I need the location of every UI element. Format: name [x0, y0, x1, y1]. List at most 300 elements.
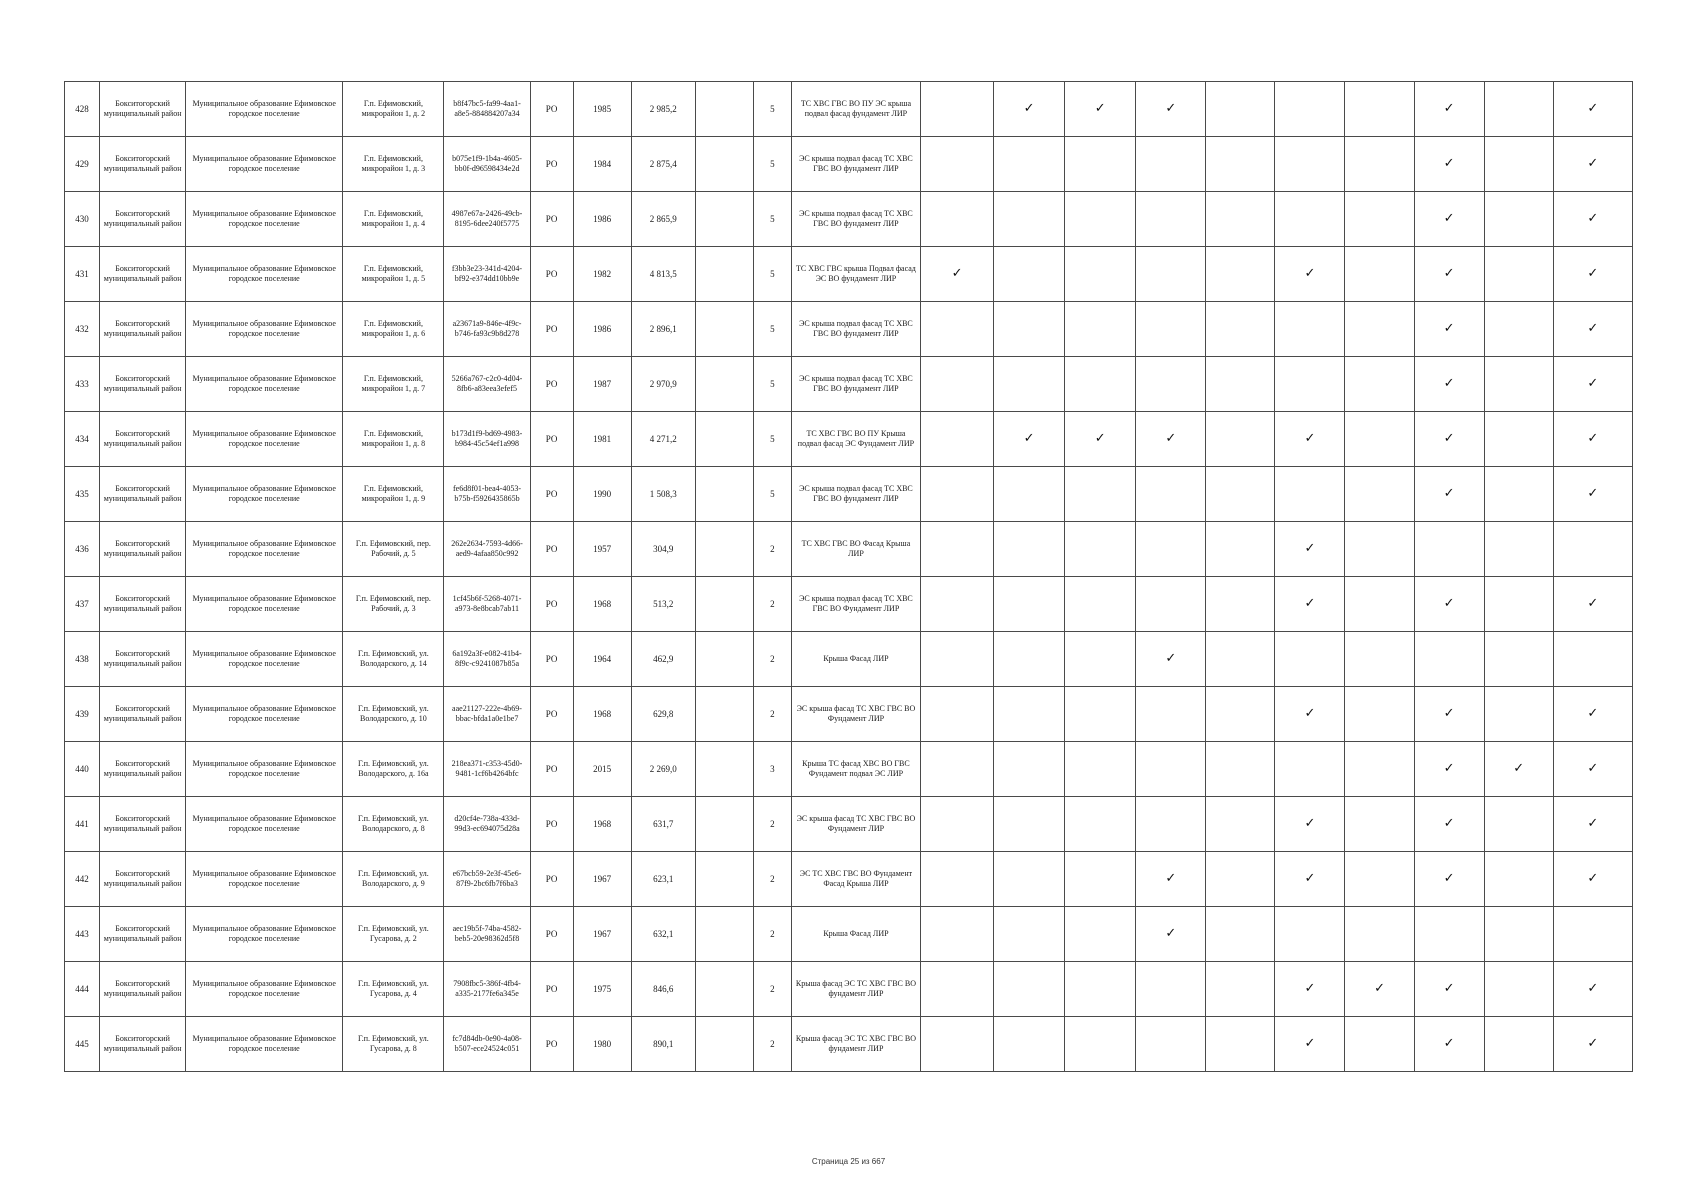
building-guid-cell: b173d1f9-bd69-4983-b984-45c54ef1a998 — [444, 412, 530, 467]
checkmark-icon: ✓ — [1304, 1036, 1316, 1051]
work-check-cell-3 — [1065, 1017, 1136, 1072]
area-cell: 2 970,9 — [631, 357, 695, 412]
build-year-cell: 1968 — [573, 797, 631, 852]
work-check-cell-7 — [1345, 82, 1414, 137]
empty-cell — [695, 907, 753, 962]
works-list-cell: ТС ХВС ГВС крыша Подвал фасад ЭС ВО фундамент ЛИР — [791, 247, 920, 302]
municipality-cell: Муниципальное образование Ефимовское городское поселение — [186, 742, 343, 797]
district-cell: Бокситогорский муниципальный район — [100, 137, 186, 192]
work-check-cell-5 — [1206, 137, 1275, 192]
fund-form-cell: РО — [530, 577, 573, 632]
work-check-cell-7 — [1345, 742, 1414, 797]
work-check-cell-9 — [1484, 1017, 1553, 1072]
work-check-cell-5 — [1206, 797, 1275, 852]
row-number-cell: 438 — [65, 632, 100, 687]
building-guid-cell: aae21127-222e-4b69-bbac-bfda1a0e1be7 — [444, 687, 530, 742]
work-check-cell-2 — [994, 137, 1065, 192]
checkmark-icon: ✓ — [1587, 211, 1599, 226]
table-row — [65, 797, 1633, 852]
work-check-cell-5 — [1206, 192, 1275, 247]
municipality-cell: Муниципальное образование Ефимовское городское поселение — [186, 962, 343, 1017]
checkmark-icon: ✓ — [1304, 596, 1316, 611]
table-row — [65, 1017, 1633, 1072]
fund-form-cell: РО — [530, 302, 573, 357]
checkmark-icon: ✓ — [1587, 431, 1599, 446]
table-row — [65, 412, 1633, 467]
area-cell: 632,1 — [631, 907, 695, 962]
work-check-cell-3 — [1065, 137, 1136, 192]
work-check-cell-10 — [1553, 962, 1632, 1017]
works-list-cell: ТС ХВС ГВС ВО Фасад Крыша ЛИР — [791, 522, 920, 577]
work-check-cell-7 — [1345, 687, 1414, 742]
checkmark-icon: ✓ — [1374, 981, 1385, 996]
fund-form-cell: РО — [530, 137, 573, 192]
work-check-cell-2 — [994, 522, 1065, 577]
checkmark-icon: ✓ — [1443, 156, 1455, 171]
work-check-cell-10 — [1553, 522, 1632, 577]
checkmark-icon: ✓ — [1443, 981, 1455, 996]
floors-cell: 2 — [753, 907, 791, 962]
work-check-cell-7 — [1345, 577, 1414, 632]
floors-cell: 2 — [753, 797, 791, 852]
address-cell: Г.п. Ефимовский, ул. Гусарова, д. 2 — [343, 907, 444, 962]
district-cell: Бокситогорский муниципальный район — [100, 962, 186, 1017]
checkmark-icon: ✓ — [1165, 871, 1177, 886]
empty-cell — [695, 412, 753, 467]
area-cell: 890,1 — [631, 1017, 695, 1072]
work-check-cell-3 — [1065, 192, 1136, 247]
work-check-cell-2 — [994, 687, 1065, 742]
row-number-cell: 439 — [65, 687, 100, 742]
work-check-cell-1 — [921, 632, 994, 687]
build-year-cell: 1987 — [573, 357, 631, 412]
fund-form-cell: РО — [530, 522, 573, 577]
empty-cell — [695, 192, 753, 247]
work-check-cell-6 — [1275, 907, 1345, 962]
floors-cell: 5 — [753, 192, 791, 247]
work-check-cell-3 — [1065, 302, 1136, 357]
works-list-cell: Крыша фасад ЭС ТС ХВС ГВС ВО фундамент ЛИР — [791, 962, 920, 1017]
work-check-cell-4 — [1136, 467, 1206, 522]
district-cell: Бокситогорский муниципальный район — [100, 302, 186, 357]
district-cell: Бокситогорский муниципальный район — [100, 357, 186, 412]
checkmark-icon: ✓ — [1304, 816, 1316, 831]
work-check-cell-1 — [921, 137, 994, 192]
fund-form-cell: РО — [530, 632, 573, 687]
work-check-cell-10 — [1553, 1017, 1632, 1072]
work-check-cell-8 — [1414, 302, 1484, 357]
work-check-cell-1 — [921, 687, 994, 742]
build-year-cell: 1980 — [573, 1017, 631, 1072]
work-check-cell-3 — [1065, 742, 1136, 797]
work-check-cell-4 — [1136, 797, 1206, 852]
area-cell: 2 865,9 — [631, 192, 695, 247]
building-guid-cell: 4987e67a-2426-49cb-8195-6dee240f5775 — [444, 192, 530, 247]
work-check-cell-9 — [1484, 577, 1553, 632]
checkmark-icon: ✓ — [1443, 596, 1455, 611]
table-row — [65, 632, 1633, 687]
building-guid-cell: f3bb3e23-341d-4204-bf92-e374dd10bb9e — [444, 247, 530, 302]
fund-form-cell: РО — [530, 192, 573, 247]
work-check-cell-10 — [1553, 852, 1632, 907]
floors-cell: 2 — [753, 577, 791, 632]
building-guid-cell: 218ea371-c353-45d0-9481-1cf6b4264bfc — [444, 742, 530, 797]
work-check-cell-8 — [1414, 687, 1484, 742]
works-list-cell: ЭС крыша подвал фасад ТС ХВС ГВС ВО фундамент ЛИР — [791, 357, 920, 412]
empty-cell — [695, 467, 753, 522]
work-check-cell-6 — [1275, 742, 1345, 797]
works-list-cell: Крыша Фасад ЛИР — [791, 907, 920, 962]
address-cell: Г.п. Ефимовский, микрорайон 1, д. 7 — [343, 357, 444, 412]
work-check-cell-3 — [1065, 412, 1136, 467]
works-list-cell: ЭС крыша фасад ТС ХВС ГВС ВО Фундамент ЛИР — [791, 687, 920, 742]
address-cell: Г.п. Ефимовский, микрорайон 1, д. 9 — [343, 467, 444, 522]
fund-form-cell: РО — [530, 852, 573, 907]
works-list-cell: ЭС крыша подвал фасад ТС ХВС ГВС ВО фундамент ЛИР — [791, 137, 920, 192]
work-check-cell-10 — [1553, 632, 1632, 687]
building-guid-cell: 262e2634-7593-4d66-aed9-4afaa850c992 — [444, 522, 530, 577]
municipality-cell: Муниципальное образование Ефимовское городское поселение — [186, 522, 343, 577]
works-list-cell: ЭС крыша подвал фасад ТС ХВС ГВС ВО фундамент ЛИР — [791, 302, 920, 357]
checkmark-icon: ✓ — [1023, 431, 1035, 446]
work-check-cell-9 — [1484, 632, 1553, 687]
work-check-cell-5 — [1206, 467, 1275, 522]
municipality-cell: Муниципальное образование Ефимовское городское поселение — [186, 247, 343, 302]
checkmark-icon: ✓ — [1587, 1036, 1599, 1051]
work-check-cell-1 — [921, 82, 994, 137]
fund-form-cell: РО — [530, 797, 573, 852]
empty-cell — [695, 137, 753, 192]
row-number-cell: 433 — [65, 357, 100, 412]
housing-register-table — [64, 81, 1633, 1072]
area-cell: 2 896,1 — [631, 302, 695, 357]
checkmark-icon: ✓ — [1587, 981, 1599, 996]
build-year-cell: 1990 — [573, 467, 631, 522]
empty-cell — [695, 82, 753, 137]
floors-cell: 2 — [753, 1017, 791, 1072]
checkmark-icon: ✓ — [1513, 761, 1525, 776]
row-number-cell: 436 — [65, 522, 100, 577]
checkmark-icon: ✓ — [1443, 101, 1455, 116]
work-check-cell-6 — [1275, 687, 1345, 742]
work-check-cell-4 — [1136, 412, 1206, 467]
build-year-cell: 1982 — [573, 247, 631, 302]
district-cell: Бокситогорский муниципальный район — [100, 82, 186, 137]
work-check-cell-4 — [1136, 687, 1206, 742]
work-check-cell-8 — [1414, 962, 1484, 1017]
work-check-cell-9 — [1484, 742, 1553, 797]
checkmark-icon: ✓ — [1165, 431, 1177, 446]
address-cell: Г.п. Ефимовский, микрорайон 1, д. 6 — [343, 302, 444, 357]
floors-cell: 2 — [753, 852, 791, 907]
work-check-cell-1 — [921, 522, 994, 577]
work-check-cell-2 — [994, 797, 1065, 852]
work-check-cell-4 — [1136, 1017, 1206, 1072]
area-cell: 304,9 — [631, 522, 695, 577]
work-check-cell-1 — [921, 467, 994, 522]
district-cell: Бокситогорский муниципальный район — [100, 852, 186, 907]
work-check-cell-4 — [1136, 192, 1206, 247]
row-number-cell: 435 — [65, 467, 100, 522]
work-check-cell-3 — [1065, 357, 1136, 412]
district-cell: Бокситогорский муниципальный район — [100, 192, 186, 247]
building-guid-cell: a23671a9-846e-4f9c-b746-fa93c9b8d278 — [444, 302, 530, 357]
row-number-cell: 434 — [65, 412, 100, 467]
build-year-cell: 1957 — [573, 522, 631, 577]
fund-form-cell: РО — [530, 962, 573, 1017]
work-check-cell-6 — [1275, 522, 1345, 577]
work-check-cell-7 — [1345, 797, 1414, 852]
municipality-cell: Муниципальное образование Ефимовское городское поселение — [186, 137, 343, 192]
build-year-cell: 1964 — [573, 632, 631, 687]
work-check-cell-7 — [1345, 467, 1414, 522]
work-check-cell-10 — [1553, 302, 1632, 357]
work-check-cell-8 — [1414, 522, 1484, 577]
work-check-cell-5 — [1206, 412, 1275, 467]
work-check-cell-2 — [994, 852, 1065, 907]
work-check-cell-7 — [1345, 632, 1414, 687]
address-cell: Г.п. Ефимовский, пер. Рабочий, д. 3 — [343, 577, 444, 632]
work-check-cell-2 — [994, 412, 1065, 467]
work-check-cell-10 — [1553, 412, 1632, 467]
checkmark-icon: ✓ — [1587, 376, 1599, 391]
work-check-cell-10 — [1553, 357, 1632, 412]
checkmark-icon: ✓ — [1587, 816, 1599, 831]
work-check-cell-9 — [1484, 687, 1553, 742]
work-check-cell-8 — [1414, 742, 1484, 797]
checkmark-icon: ✓ — [1587, 871, 1599, 886]
address-cell: Г.п. Ефимовский, микрорайон 1, д. 8 — [343, 412, 444, 467]
row-number-cell: 444 — [65, 962, 100, 1017]
build-year-cell: 2015 — [573, 742, 631, 797]
row-number-cell: 440 — [65, 742, 100, 797]
work-check-cell-7 — [1345, 1017, 1414, 1072]
work-check-cell-2 — [994, 82, 1065, 137]
area-cell: 2 269,0 — [631, 742, 695, 797]
empty-cell — [695, 632, 753, 687]
row-number-cell: 429 — [65, 137, 100, 192]
build-year-cell: 1968 — [573, 577, 631, 632]
work-check-cell-9 — [1484, 522, 1553, 577]
work-check-cell-4 — [1136, 632, 1206, 687]
floors-cell: 5 — [753, 412, 791, 467]
municipality-cell: Муниципальное образование Ефимовское городское поселение — [186, 192, 343, 247]
work-check-cell-6 — [1275, 357, 1345, 412]
work-check-cell-5 — [1206, 852, 1275, 907]
work-check-cell-2 — [994, 247, 1065, 302]
work-check-cell-6 — [1275, 82, 1345, 137]
work-check-cell-4 — [1136, 82, 1206, 137]
work-check-cell-4 — [1136, 742, 1206, 797]
checkmark-icon: ✓ — [1304, 981, 1316, 996]
works-list-cell: ЭС крыша подвал фасад ТС ХВС ГВС ВО фундамент ЛИР — [791, 192, 920, 247]
building-guid-cell: 5266a767-c2c0-4d04-8fb6-a83eea3efef5 — [444, 357, 530, 412]
work-check-cell-6 — [1275, 302, 1345, 357]
work-check-cell-5 — [1206, 247, 1275, 302]
area-cell: 2 985,2 — [631, 82, 695, 137]
building-guid-cell: fc7d84db-0e90-4a08-b507-ece24524c051 — [444, 1017, 530, 1072]
checkmark-icon: ✓ — [1443, 761, 1455, 776]
table-row — [65, 192, 1633, 247]
municipality-cell: Муниципальное образование Ефимовское городское поселение — [186, 302, 343, 357]
district-cell: Бокситогорский муниципальный район — [100, 247, 186, 302]
work-check-cell-8 — [1414, 82, 1484, 137]
table-row — [65, 962, 1633, 1017]
fund-form-cell: РО — [530, 412, 573, 467]
works-list-cell: ЭС ТС ХВС ГВС ВО Фундамент Фасад Крыша ЛИР — [791, 852, 920, 907]
building-guid-cell: 1cf45b6f-5268-4071-a973-8e8bcab7ab11 — [444, 577, 530, 632]
empty-cell — [695, 577, 753, 632]
work-check-cell-3 — [1065, 797, 1136, 852]
row-number-cell: 445 — [65, 1017, 100, 1072]
row-number-cell: 443 — [65, 907, 100, 962]
works-list-cell: Крыша фасад ЭС ТС ХВС ГВС ВО фундамент ЛИР — [791, 1017, 920, 1072]
area-cell: 623,1 — [631, 852, 695, 907]
district-cell: Бокситогорский муниципальный район — [100, 742, 186, 797]
work-check-cell-5 — [1206, 687, 1275, 742]
build-year-cell: 1986 — [573, 192, 631, 247]
work-check-cell-2 — [994, 1017, 1065, 1072]
work-check-cell-6 — [1275, 192, 1345, 247]
build-year-cell: 1967 — [573, 907, 631, 962]
work-check-cell-9 — [1484, 137, 1553, 192]
work-check-cell-8 — [1414, 577, 1484, 632]
fund-form-cell: РО — [530, 357, 573, 412]
checkmark-icon: ✓ — [1304, 871, 1316, 886]
table-row — [65, 522, 1633, 577]
work-check-cell-3 — [1065, 577, 1136, 632]
work-check-cell-9 — [1484, 962, 1553, 1017]
work-check-cell-4 — [1136, 137, 1206, 192]
row-number-cell: 437 — [65, 577, 100, 632]
work-check-cell-8 — [1414, 412, 1484, 467]
address-cell: Г.п. Ефимовский, ул. Володарского, д. 8 — [343, 797, 444, 852]
work-check-cell-6 — [1275, 797, 1345, 852]
work-check-cell-2 — [994, 962, 1065, 1017]
building-guid-cell: b075e1f9-1b4a-4605-bb0f-d96598434e2d — [444, 137, 530, 192]
floors-cell: 5 — [753, 467, 791, 522]
address-cell: Г.п. Ефимовский, пер. Рабочий, д. 5 — [343, 522, 444, 577]
floors-cell: 2 — [753, 962, 791, 1017]
work-check-cell-7 — [1345, 137, 1414, 192]
row-number-cell: 432 — [65, 302, 100, 357]
checkmark-icon: ✓ — [1587, 156, 1599, 171]
work-check-cell-9 — [1484, 852, 1553, 907]
floors-cell: 5 — [753, 82, 791, 137]
checkmark-icon: ✓ — [1443, 1036, 1455, 1051]
checkmark-icon: ✓ — [1587, 706, 1599, 721]
work-check-cell-8 — [1414, 137, 1484, 192]
fund-form-cell: РО — [530, 687, 573, 742]
municipality-cell: Муниципальное образование Ефимовское городское поселение — [186, 467, 343, 522]
works-list-cell: ЭС крыша подвал фасад ТС ХВС ГВС ВО Фундамент ЛИР — [791, 577, 920, 632]
work-check-cell-6 — [1275, 577, 1345, 632]
checkmark-icon: ✓ — [1023, 101, 1035, 116]
page-number-footer: Страница 25 из 667 — [811, 1157, 886, 1166]
works-list-cell: ТС ХВС ГВС ВО ПУ Крыша подвал фасад ЭС Фундамент ЛИР — [791, 412, 920, 467]
work-check-cell-8 — [1414, 357, 1484, 412]
municipality-cell: Муниципальное образование Ефимовское городское поселение — [186, 907, 343, 962]
works-list-cell: Крыша ТС фасад ХВС ВО ГВС Фундамент подвал ЭС ЛИР — [791, 742, 920, 797]
area-cell: 4 271,2 — [631, 412, 695, 467]
work-check-cell-8 — [1414, 467, 1484, 522]
checkmark-icon: ✓ — [1587, 266, 1599, 281]
area-cell: 629,8 — [631, 687, 695, 742]
building-guid-cell: d20cf4e-738a-433d-99d3-ec694075d28a — [444, 797, 530, 852]
district-cell: Бокситогорский муниципальный район — [100, 522, 186, 577]
build-year-cell: 1975 — [573, 962, 631, 1017]
district-cell: Бокситогорский муниципальный район — [100, 577, 186, 632]
floors-cell: 2 — [753, 632, 791, 687]
work-check-cell-4 — [1136, 247, 1206, 302]
district-cell: Бокситогорский муниципальный район — [100, 907, 186, 962]
work-check-cell-9 — [1484, 82, 1553, 137]
work-check-cell-7 — [1345, 247, 1414, 302]
district-cell: Бокситогорский муниципальный район — [100, 1017, 186, 1072]
work-check-cell-4 — [1136, 302, 1206, 357]
municipality-cell: Муниципальное образование Ефимовское городское поселение — [186, 797, 343, 852]
table-row — [65, 852, 1633, 907]
work-check-cell-7 — [1345, 522, 1414, 577]
work-check-cell-6 — [1275, 247, 1345, 302]
district-cell: Бокситогорский муниципальный район — [100, 412, 186, 467]
work-check-cell-4 — [1136, 852, 1206, 907]
work-check-cell-10 — [1553, 192, 1632, 247]
work-check-cell-8 — [1414, 852, 1484, 907]
table-row — [65, 907, 1633, 962]
work-check-cell-6 — [1275, 632, 1345, 687]
area-cell: 846,6 — [631, 962, 695, 1017]
works-list-cell: Крыша Фасад ЛИР — [791, 632, 920, 687]
floors-cell: 5 — [753, 137, 791, 192]
address-cell: Г.п. Ефимовский, ул. Гусарова, д. 4 — [343, 962, 444, 1017]
work-check-cell-5 — [1206, 907, 1275, 962]
work-check-cell-5 — [1206, 357, 1275, 412]
work-check-cell-7 — [1345, 302, 1414, 357]
municipality-cell: Муниципальное образование Ефимовское городское поселение — [186, 357, 343, 412]
work-check-cell-2 — [994, 742, 1065, 797]
empty-cell — [695, 742, 753, 797]
fund-form-cell: РО — [530, 742, 573, 797]
work-check-cell-10 — [1553, 687, 1632, 742]
work-check-cell-3 — [1065, 907, 1136, 962]
floors-cell: 3 — [753, 742, 791, 797]
work-check-cell-3 — [1065, 522, 1136, 577]
work-check-cell-9 — [1484, 357, 1553, 412]
municipality-cell: Муниципальное образование Ефимовское городское поселение — [186, 412, 343, 467]
fund-form-cell: РО — [530, 82, 573, 137]
table-row — [65, 357, 1633, 412]
work-check-cell-8 — [1414, 797, 1484, 852]
row-number-cell: 431 — [65, 247, 100, 302]
checkmark-icon: ✓ — [1304, 706, 1316, 721]
work-check-cell-8 — [1414, 192, 1484, 247]
work-check-cell-10 — [1553, 907, 1632, 962]
work-check-cell-2 — [994, 302, 1065, 357]
building-guid-cell: e67bcb59-2e3f-45e6-87f9-2bc6fb7f6ba3 — [444, 852, 530, 907]
empty-cell — [695, 852, 753, 907]
work-check-cell-8 — [1414, 247, 1484, 302]
build-year-cell: 1968 — [573, 687, 631, 742]
empty-cell — [695, 302, 753, 357]
checkmark-icon: ✓ — [1443, 376, 1455, 391]
checkmark-icon: ✓ — [1094, 101, 1106, 116]
municipality-cell: Муниципальное образование Ефимовское городское поселение — [186, 632, 343, 687]
work-check-cell-5 — [1206, 632, 1275, 687]
work-check-cell-4 — [1136, 577, 1206, 632]
table-row — [65, 467, 1633, 522]
checkmark-icon: ✓ — [1587, 321, 1599, 336]
